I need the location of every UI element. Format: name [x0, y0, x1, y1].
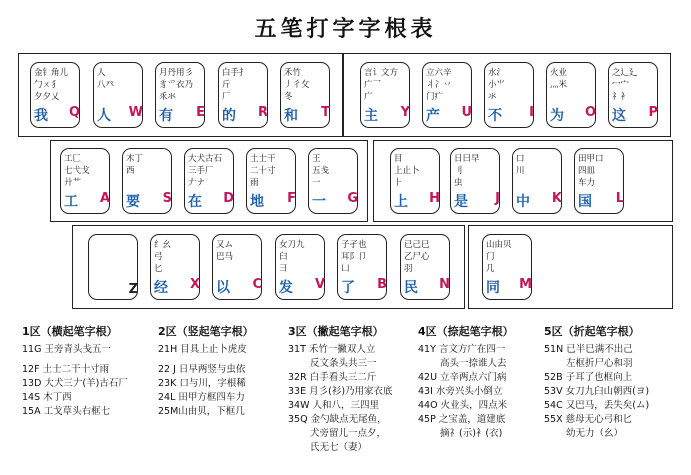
key-y[interactable] [360, 62, 410, 128]
key-s[interactable] [122, 148, 172, 214]
key-k-letter: K [551, 191, 562, 206]
key-f-roots: 土士干 二十寸 雨 [250, 154, 276, 188]
key-g-word: 一 [312, 194, 326, 210]
zone-4-line: 43I 水旁兴头小倒立 [418, 386, 503, 397]
key-l[interactable] [574, 148, 624, 214]
key-y-letter: Y [400, 105, 410, 120]
key-u-roots: 立六辛 丬冫丷 门疒 [426, 68, 452, 102]
zone-3-line: 35Q 金勺缺点无尾鱼， [288, 414, 387, 425]
zone-5-title: 5区（折起笔字根） [544, 325, 640, 338]
key-s-roots: 木丁 西 [126, 154, 144, 176]
key-c-roots: 又ム 巴马 [216, 240, 234, 262]
key-i[interactable] [484, 62, 534, 128]
zone-3-line: 反文条头共三一 [310, 358, 377, 369]
key-t-roots: 禾竹 丿彳攵 冬 [284, 68, 310, 102]
key-m-letter: M [519, 277, 532, 292]
zone-1-line: 12F 土士二干十寸雨 [22, 364, 110, 375]
zone-1-line: 11G 王旁青头戋五一 [22, 344, 111, 355]
key-m[interactable] [482, 234, 532, 300]
key-q-roots: 金钅角儿 勹ㄨ犭 夕夕乂 [34, 68, 69, 102]
key-w-word: 人 [97, 108, 111, 124]
page-title: 五笔打字字根表 [254, 16, 437, 42]
key-u-letter: U [461, 105, 472, 120]
zone-4-line: 44O 火业头，四点米 [418, 400, 508, 411]
key-f[interactable] [246, 148, 296, 214]
key-d[interactable] [184, 148, 234, 214]
zone-4-line: 摘礻(示)衤(衣) [440, 428, 503, 439]
key-y-word: 主 [364, 108, 378, 124]
key-d-letter: D [223, 191, 234, 206]
zone-2-line: 21H 目具上止卜虎皮 [158, 344, 247, 355]
key-j-roots: 日曰早 刂 虫 [454, 154, 480, 188]
key-n-letter: N [439, 277, 450, 292]
zone-1-line: 14S 木丁西 [22, 392, 72, 403]
key-b[interactable] [337, 234, 387, 300]
key-w-roots: 人 八癶 [97, 68, 115, 90]
key-a-letter: A [99, 191, 110, 206]
key-f-letter: F [287, 191, 296, 206]
zone-1 [22, 325, 160, 419]
zone-5-line: 51N 已半巳满不出己 [544, 344, 633, 355]
key-e-letter: E [196, 105, 205, 120]
zone-3-line: 氏无七（妻） [310, 442, 368, 453]
zone-5-line: 左框折尸心和羽 [566, 358, 633, 369]
key-v-word: 发 [279, 280, 293, 296]
zone-4-line: 41Y 言文方广在四一 [418, 344, 506, 355]
key-z-letter: Z [128, 282, 138, 297]
key-h-word: 上 [394, 194, 408, 210]
key-q-letter: Q [68, 105, 80, 120]
key-j-word: 是 [454, 194, 468, 210]
key-q-word: 我 [34, 108, 48, 124]
key-a-word: 工 [64, 194, 78, 210]
key-b-roots: 子孑也 耳阝卩 凵 [341, 240, 367, 274]
key-v-letter: V [314, 277, 325, 292]
zone-2-title: 2区（竖起笔字根） [158, 325, 254, 338]
zone-4-line: 45P 之宝盖，道建底 [418, 414, 506, 425]
key-v-roots: 女刀九 臼 彐 [279, 240, 305, 274]
key-i-letter: I [529, 105, 534, 120]
key-n[interactable] [400, 234, 450, 300]
key-y-roots: 言讠文方 广乛 广 [364, 68, 399, 102]
zone-2-line: 24L 田甲方框四车力 [158, 392, 245, 403]
zone-4-title: 4区（捺起笔字根） [418, 325, 514, 338]
key-e-word: 有 [159, 108, 173, 124]
key-w[interactable] [93, 62, 143, 128]
key-e[interactable] [155, 62, 205, 128]
key-c-word: 以 [216, 280, 230, 296]
zone-5-line: 55X 慈母无心弓和匕 [544, 414, 633, 425]
key-c-letter: C [252, 277, 262, 292]
zone-5-line: 53V 女刀九臼山朝西(ヨ) [544, 386, 650, 397]
key-i-roots: 水氵 小⺌ 氺 [488, 68, 506, 102]
key-l-letter: L [615, 191, 624, 206]
zone-3-line: 31T 禾竹一撇双人立 [288, 344, 376, 355]
key-p-word: 这 [612, 108, 626, 124]
zone-2-line: 25M山由贝，下框几 [158, 406, 245, 417]
key-t-word: 和 [284, 108, 298, 124]
key-c[interactable] [212, 234, 262, 300]
key-x-word: 经 [154, 280, 168, 296]
key-s-word: 要 [126, 194, 140, 210]
key-j-letter: J [495, 191, 500, 206]
key-i-word: 不 [488, 108, 502, 124]
zone-4-line: 42U 立辛两点六门病 [418, 372, 507, 383]
zone-4-line: 高头一捺谁人去 [440, 358, 507, 369]
zone-1-line: 15A 工戈草头右框七 [22, 406, 111, 417]
key-n-word: 民 [404, 280, 418, 296]
key-n-roots: 已己巳 乙尸心 羽 [404, 240, 430, 274]
zone-2-line: 22 J 日早两竖与虫依 [158, 364, 246, 375]
key-w-letter: W [128, 105, 143, 120]
zone-1-line: 13D 大犬三𠂇(羊)古石厂 [22, 378, 128, 389]
key-g-letter: G [347, 191, 358, 206]
key-r-letter: R [257, 105, 268, 120]
zone-3-title: 3区（撇起笔字根） [288, 325, 384, 338]
key-m-roots: 山由贝 门 几 [486, 240, 512, 274]
zone-5-line: 幼无力（幺） [566, 428, 624, 439]
key-a-roots: 工匚 七弋戈 廾艹 [64, 154, 90, 188]
key-r-word: 的 [222, 108, 236, 124]
zone-3-line: 34W 人和八，三四里 [288, 400, 380, 411]
key-o[interactable] [546, 62, 596, 128]
zone-4 [418, 325, 556, 441]
zone-1-title: 1区（横起笔字根） [22, 325, 118, 338]
key-x-roots: 纟幺 弓 匕 [154, 240, 172, 274]
key-t[interactable] [280, 62, 330, 128]
key-u-word: 产 [426, 108, 440, 124]
key-h-letter: H [429, 191, 440, 206]
key-g[interactable] [308, 148, 358, 214]
zone-2-line: 23K 口与川，字根稀 [158, 378, 246, 389]
key-u[interactable] [422, 62, 472, 128]
zone-5-line: 52B 子耳了也框向上 [544, 372, 633, 383]
zone-3 [288, 325, 426, 455]
key-q[interactable] [30, 62, 80, 128]
zone-3-line: 犬旁留儿一点夕， [310, 428, 387, 439]
key-v[interactable] [275, 234, 325, 300]
key-f-word: 地 [250, 194, 264, 210]
key-m-word: 同 [486, 280, 500, 296]
key-k-roots: 口 川 [516, 154, 525, 176]
key-p[interactable] [608, 62, 658, 128]
key-r-roots: 白手扌 斤 厂 [222, 68, 248, 102]
key-h-roots: 目 上止卜 ⺊ [394, 154, 420, 188]
key-x[interactable] [150, 234, 200, 300]
key-k[interactable] [512, 148, 562, 214]
key-p-letter: P [648, 105, 658, 120]
key-d-word: 在 [188, 194, 202, 210]
key-s-letter: S [162, 191, 172, 206]
key-t-letter: T [321, 105, 330, 120]
key-j[interactable] [450, 148, 500, 214]
key-a[interactable] [60, 148, 110, 214]
zone-3-line: 33E 月彡(衫)乃用家衣底 [288, 386, 393, 397]
key-o-word: 为 [550, 108, 564, 124]
zone-5-line: 54C 又巴马，丢失矣(ム) [544, 400, 650, 411]
key-l-roots: 田甲口 四皿 车力 [578, 154, 604, 188]
key-g-roots: 王 五戋 一 [312, 154, 330, 188]
zone-3-line: 32R 白手看头三二斤 [288, 372, 377, 383]
key-h[interactable] [390, 148, 440, 214]
key-d-roots: 大犬古石 三手厂 𠂇ナ [188, 154, 223, 188]
key-r[interactable] [218, 62, 268, 128]
key-z[interactable] [88, 234, 138, 300]
zone-2 [158, 325, 296, 419]
key-b-word: 了 [341, 280, 355, 296]
zone-5 [544, 325, 689, 441]
key-o-letter: O [584, 105, 596, 120]
key-o-roots: 火业 灬米 [550, 68, 568, 90]
key-k-word: 中 [516, 194, 530, 210]
key-x-letter: X [189, 277, 200, 292]
key-p-roots: 之辶廴 冖宀 礻衤 [612, 68, 638, 102]
key-l-word: 国 [578, 194, 592, 210]
key-b-letter: B [377, 277, 387, 292]
key-e-roots: 月丹用彡 豸爫衣乃 乑氺 [159, 68, 194, 102]
